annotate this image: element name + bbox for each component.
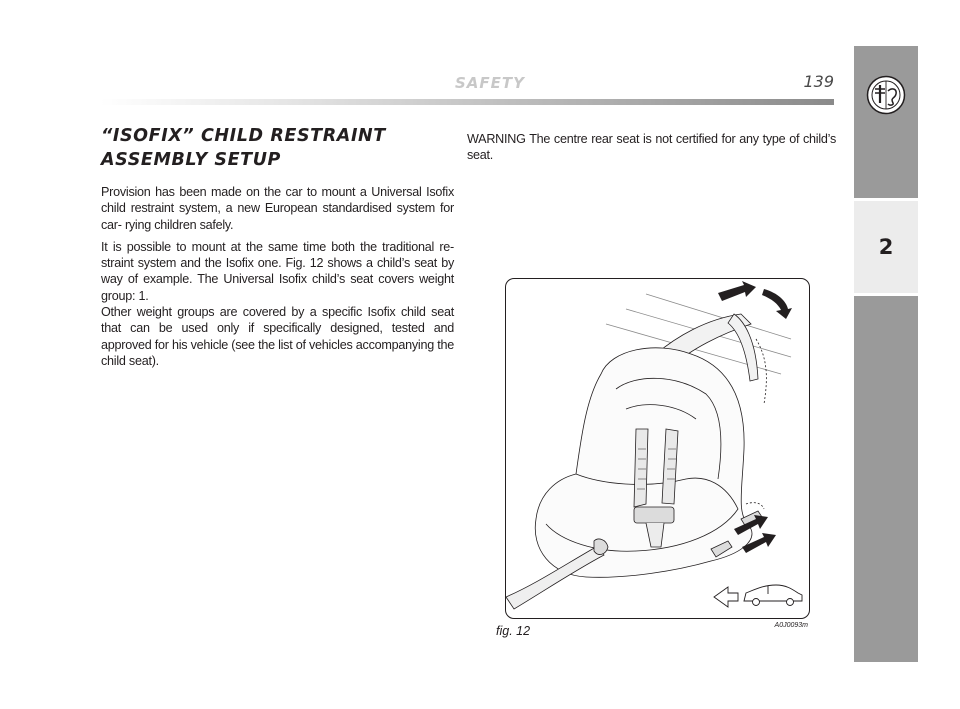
figure-code: A0J0093m [774, 622, 808, 629]
left-column [101, 124, 454, 375]
paragraph-intro: Provision has been made on the car to mount a Universal Isofix child restraint system, a new European standardised system for car- rying children safely. [101, 185, 454, 232]
figure-caption: fig. 12 [496, 624, 531, 638]
chapter-box [854, 201, 918, 293]
paragraph-traditional: It is possible to mount at the same time both the traditional re- straint system and the Isofix one. Fig. 12 shows a child’s seat by way of example. The Universal Isofix child’s seat covers weight group: 1. [101, 239, 454, 303]
figure-frame [505, 278, 810, 619]
header-rule [100, 99, 834, 105]
section-title-line2: ASSEMBLY SETUP [101, 150, 281, 170]
tab-divider [854, 293, 918, 296]
right-column [467, 131, 836, 170]
chapter-number: 2 [878, 235, 894, 259]
running-header-section: SAFETY [455, 74, 525, 92]
alfa-romeo-badge-icon [866, 75, 906, 115]
paragraph-weight-groups: Other weight groups are covered by a specific Isofix child seat that can be used only if specifically designed, tested and approved for his vehicle (see the list of vehicles accompanying the child seat). [101, 305, 454, 368]
warning-text: WARNING The centre rear seat is not certified for any type of child’s seat. [467, 132, 836, 163]
section-title [101, 124, 454, 172]
page-number: 139 [803, 72, 834, 91]
isofix-child-seat-illustration [506, 279, 809, 618]
chapter-side-tab [854, 46, 918, 662]
section-title-line1: “ISOFIX” CHILD RESTRAINT [101, 126, 386, 146]
logo-area [854, 46, 918, 198]
